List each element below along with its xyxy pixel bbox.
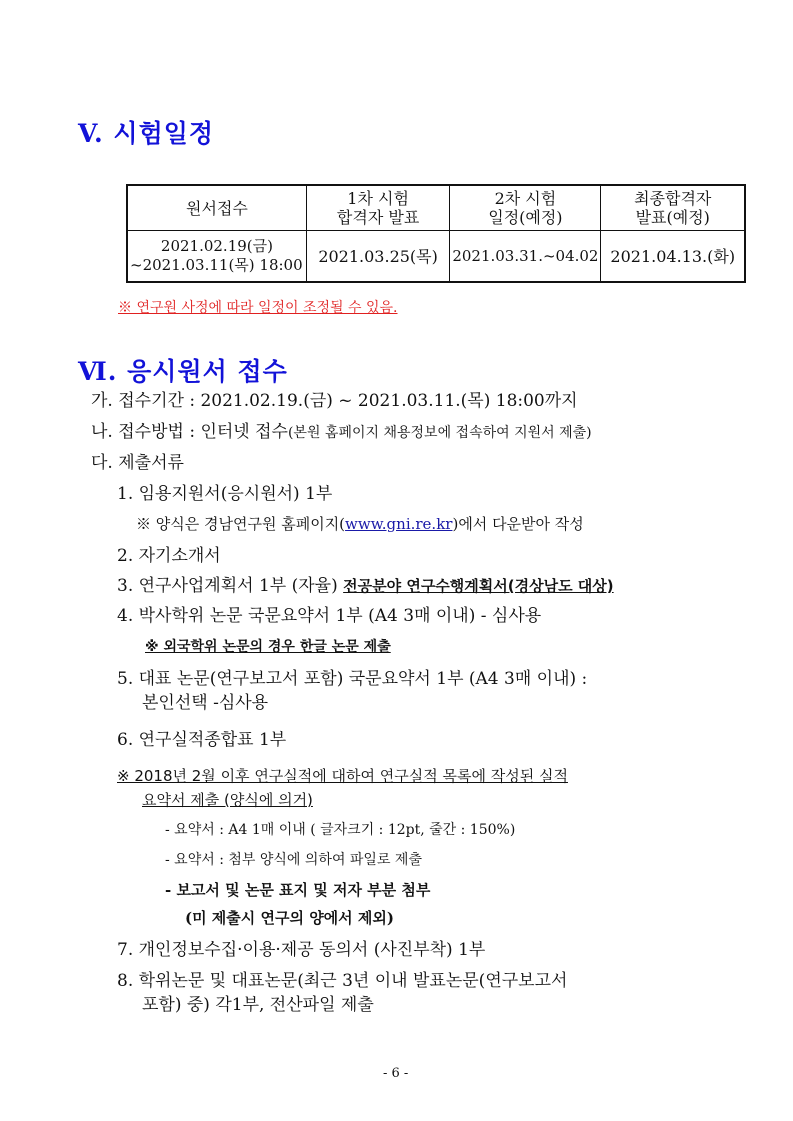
doc-item-6-sub-1: - 요약서 : A4 1매 이내 ( 글자크기 : 12pt, 줄간 : 150%) [165, 822, 516, 838]
item-da: 다. 제출서류 [91, 453, 184, 473]
schedule-table [126, 184, 746, 283]
website-link[interactable]: www.gni.re.kr [345, 515, 453, 533]
doc-item-4: 4. 박사학위 논문 국문요약서 1부 (A4 3매 이내) - 심사용 [117, 606, 542, 626]
item-na: 나. 접수방법 : 인터넷 접수(본원 홈페이지 채용정보에 접속하여 지원서 제출) [91, 422, 592, 442]
doc-item-1: 1. 임용지원서(응시원서) 1부 [117, 484, 333, 504]
table-header-row [127, 185, 745, 231]
table-row [127, 231, 745, 283]
doc-item-7: 7. 개인정보수집·이용·제공 동의서 (사진부착) 1부 [117, 940, 486, 960]
doc-item-5: 5. 대표 논문(연구보고서 포함) 국문요약서 1부 (A4 3매 이내) : [117, 669, 588, 689]
page-number: - 6 - [383, 1066, 409, 1081]
table-cell: 2021.03.31.~04.02 [450, 231, 601, 283]
item-ga: 가. 접수기간 : 2021.02.19.(금) ~ 2021.03.11.(목) 18:00까지 [91, 391, 578, 411]
header-cell: 2차 시험 일정(예정) [450, 185, 601, 231]
doc-item-6-note: ※ 2018년 2월 이후 연구실적에 대하여 연구실적 목록에 작성된 실적 [117, 767, 568, 785]
doc-item-3: 3. 연구사업계획서 1부 (자율) 전공분야 연구수행계획서(경상남도 대상) [117, 576, 614, 596]
doc-item-5-cont: 본인선택 -심사용 [142, 693, 269, 713]
doc-item-8-cont: 포함) 중) 각1부, 전산파일 제출 [142, 995, 374, 1015]
doc-item-6-sub-3: - 보고서 및 논문 표지 및 저자 부분 첨부 [165, 881, 431, 899]
doc-item-6-sub-3-cont: (미 제출시 연구의 양에서 제외) [185, 909, 394, 927]
doc-item-6-note-cont: 요약서 제출 (양식에 의거) [142, 791, 313, 809]
table-cell: 2021.03.25(목) [306, 231, 449, 283]
schedule-note: ※ 연구원 사정에 따라 일정이 조정될 수 있음. [118, 300, 398, 316]
doc-item-6: 6. 연구실적종합표 1부 [117, 730, 287, 750]
doc-item-6-sub-2: - 요약서 : 첨부 양식에 의하여 파일로 제출 [165, 852, 422, 868]
header-cell: 최종합격자 발표(예정) [601, 185, 745, 231]
section-6-title: Ⅵ. 응시원서 접수 [78, 357, 288, 386]
doc-item-2: 2. 자기소개서 [117, 546, 221, 566]
section-5-title: V. 시험일정 [78, 119, 215, 148]
doc-item-1-note: ※ 양식은 경남연구원 홈페이지(www.gni.re.kr)에서 다운받아 작성 [136, 515, 584, 533]
doc-item-8: 8. 학위논문 및 대표논문(최근 3년 이내 발표논문(연구보고서 [117, 971, 568, 991]
table-cell: 2021.02.19(금) ~2021.03.11(목) 18:00 [127, 231, 306, 283]
header-cell: 원서접수 [127, 185, 306, 231]
header-cell: 1차 시험 합격자 발표 [306, 185, 449, 231]
table-cell: 2021.04.13.(화) [601, 231, 745, 283]
doc-item-4-note: ※ 외국학위 논문의 경우 한글 논문 제출 [145, 639, 391, 655]
